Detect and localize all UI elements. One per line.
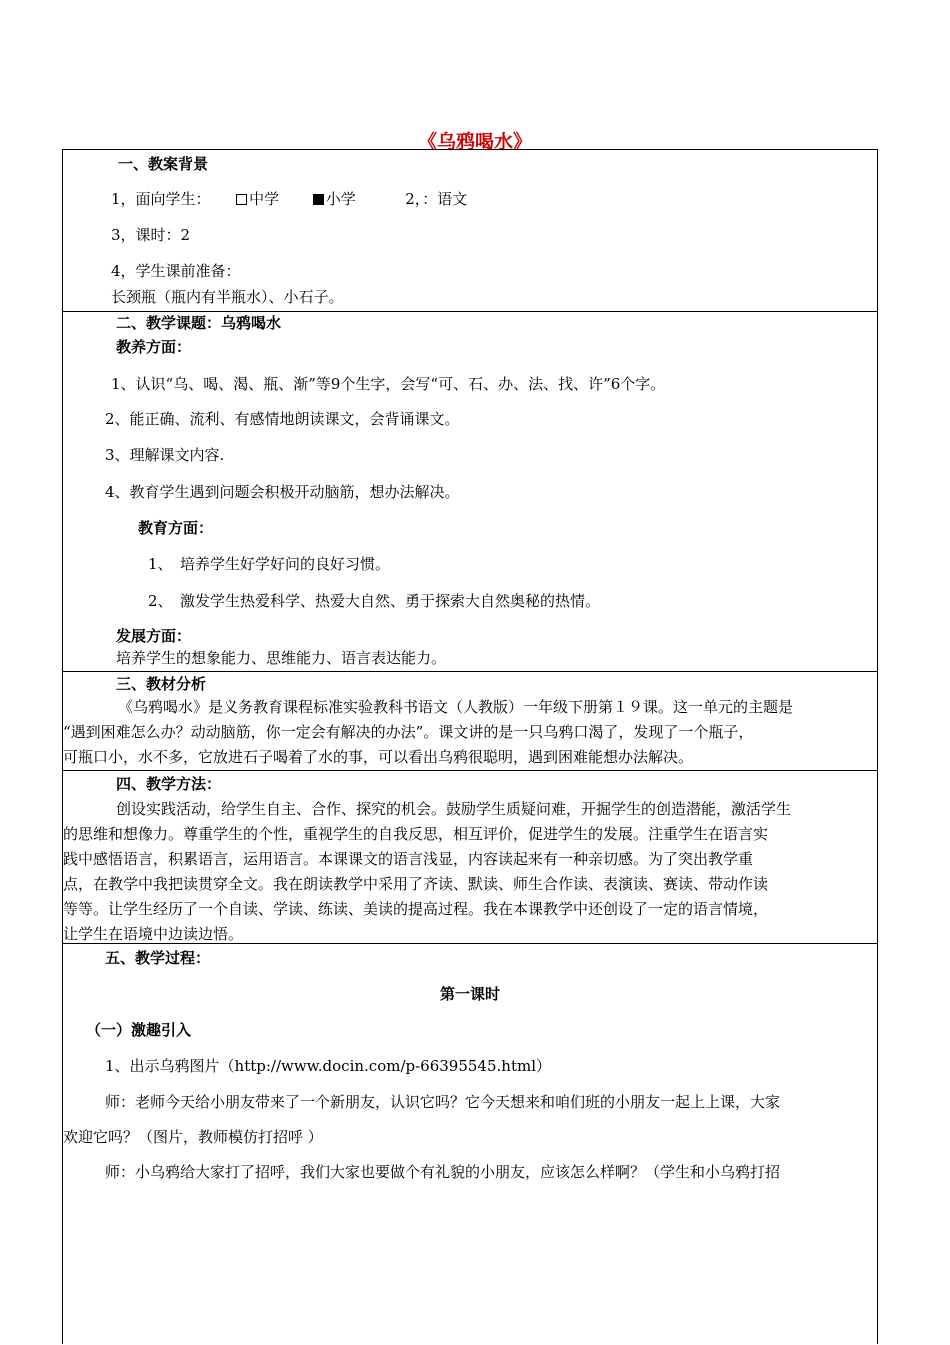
paragraph-line: 欢迎它吗？（图片，教师模仿打招呼 ） (63, 1128, 323, 1146)
prep-label: 4，学生课前准备： (111, 262, 241, 280)
section-material-analysis (63, 672, 877, 771)
subheading: 发展方面： (116, 627, 192, 645)
checkbox-unchecked-icon (236, 194, 247, 205)
paragraph-line: 创设实践活动，给学生自主、合作、探究的机会。鼓励学生质疑问难，开掘学生的创造潜能，激活学生 (116, 800, 792, 818)
list-item: 1、认识“乌、喝、渴、瓶、渐”等9个生字，会写“可、石、办、法、找、许”6个字。 (111, 375, 666, 393)
section-teaching-methods (63, 771, 877, 944)
paragraph-line: 让学生在语境中边读边悟。 (63, 925, 244, 943)
list-item: 1、 培养学生好学好问的良好习惯。 (148, 555, 391, 573)
list-item: 2、 激发学生热爱科学、热爱大自然、勇于探索大自然奥秘的热情。 (148, 592, 601, 610)
option-primary-school: 小学 (325, 190, 356, 208)
paragraph-line: 点，在教学中我把读贯穿全文。我在朗读教学中采用了齐读、默读、师生合作读、表演读、赛读、带动作读 (63, 875, 769, 893)
paragraph-line: “遇到困难怎么办？动动脑筋，你一定会有解决的办法”。课文讲的是一只乌鸦口渴了，发现了一个瓶子， (63, 723, 754, 741)
paragraph-line: 《乌鸦喝水》是义务教育课程标准实验教科书语文（人教版）一年级下册第１９课。这一单元的主题是 (118, 698, 794, 716)
paragraph-line: 培养学生的想象能力、思维能力、语言表达能力。 (116, 649, 447, 667)
paragraph-line: 可瓶口小，水不多，它放进石子喝着了水的事，可以看出乌鸦很聪明，遇到困难能想办法解决。 (63, 748, 694, 766)
section-heading: 一、教案背景 (118, 155, 209, 173)
paragraph-line: 的思维和想像力。尊重学生的个性，重视学生的自我反思，相互评价，促进学生的发展。注重学生在语言实 (63, 825, 769, 843)
subject: 2，：语文 (405, 190, 468, 208)
class-hours: 3，课时：2 (111, 226, 191, 244)
prep-items: 长颈瓶（瓶内有半瓶水）、小石子。 (111, 288, 344, 306)
paragraph-line: 1、出示乌鸦图片（http://www.docin.com/p-66395545.html） (105, 1057, 551, 1075)
section-teaching-process (63, 944, 877, 1345)
list-item: 4、教育学生遇到问题会积极开动脑筋，想办法解决。 (105, 483, 460, 501)
section-heading: 二、教学课题：乌鸦喝水 (116, 314, 282, 332)
target-students (111, 189, 467, 209)
lesson-heading: 第一课时 (439, 985, 500, 1003)
subheading: 教养方面： (116, 338, 192, 356)
list-item: 2、能正确、流利、有感情地朗读课文，会背诵课文。 (105, 410, 460, 428)
section-heading: 三、教材分析 (116, 675, 207, 693)
section-objectives (63, 312, 877, 672)
option-middle-school: 中学 (249, 190, 280, 208)
subheading: 教育方面： (138, 519, 214, 537)
students-label: 1，面向学生： (111, 190, 211, 208)
paragraph-line: 师：小乌鸦给大家打了招呼，我们大家也要做个有礼貌的小朋友，应该怎么样啊？（学生和小乌鸦打招 (105, 1163, 781, 1181)
section-heading: 五、教学过程： (105, 949, 211, 967)
checkbox-checked-icon (313, 194, 324, 205)
lesson-plan-table (62, 149, 878, 1344)
paragraph-line: 践中感悟语言，积累语言，运用语言。本课课文的语言浅显，内容读起来有一种亲切感。为了突出教学重 (63, 850, 754, 868)
list-item: 3、理解课文内容. (105, 446, 225, 464)
section-background (63, 150, 877, 312)
section-heading: 四、教学方法： (116, 775, 222, 793)
document-title: 《乌鸦喝水》 (417, 131, 532, 153)
paragraph-line: 师：老师今天给小朋友带来了一个新朋友，认识它吗？它今天想来和咱们班的小朋友一起上上课，大家 (105, 1093, 781, 1111)
part-heading: （一）激趣引入 (86, 1021, 192, 1039)
paragraph-line: 等等。让学生经历了一个自读、学读、练读、美读的提高过程。我在本课教学中还创设了一定的语言情境， (63, 900, 769, 918)
